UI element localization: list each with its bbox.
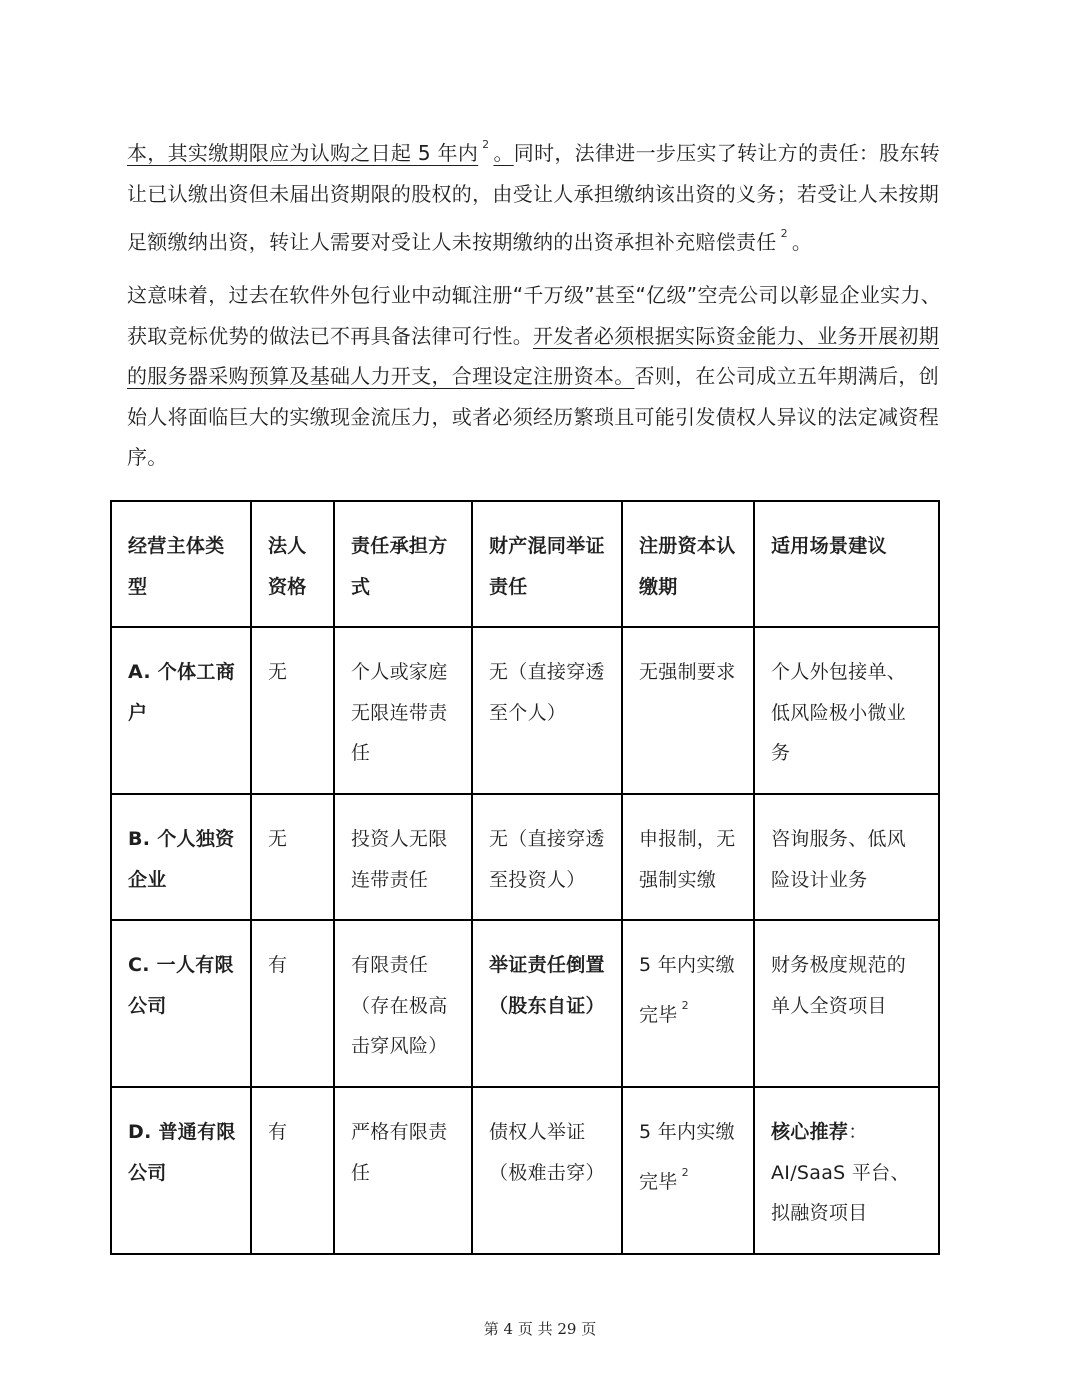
capital-period-cell: 5 年内实缴完毕 $^2$ xyxy=(622,920,754,1087)
header-cell: 适用场景建议 xyxy=(754,501,939,627)
header-cell: 注册资本认缴期 xyxy=(622,501,754,627)
capital-period-cell: 申报制，无强制实缴 xyxy=(622,794,754,920)
table-row xyxy=(111,1087,939,1254)
recommend-label: 核心推荐 xyxy=(771,1121,849,1143)
scenario-cell: 核心推荐：AI/SaaS 平台、拟融资项目 xyxy=(754,1087,939,1254)
footnote-ref[interactable]: 2 xyxy=(482,138,490,151)
underlined-text: 开发者必须根据实际资金能力、业务开展初期的服务器采购预算及基础人力开支，合理设定注册资本。 xyxy=(127,323,939,388)
body-text: 否则，在公司成立五年期满后，创始人将面临巨大的实缴现金流压力，或者必须经历繁琐且可能引发债权人异议的法定减资程序。 xyxy=(127,364,939,469)
footnote-ref[interactable]: 2 xyxy=(681,998,689,1012)
footnote-ref[interactable]: 2 xyxy=(780,227,788,240)
liability-cell: 严格有限责任 xyxy=(334,1087,472,1254)
entity-type-cell: D. 普通有限公司 xyxy=(111,1087,251,1254)
entity-type-cell: A. 个体工商户 xyxy=(111,627,251,794)
footnote-ref[interactable]: 2 xyxy=(681,1165,689,1179)
liability-cell: 个人或家庭无限连带责任 xyxy=(334,627,472,794)
legal-person-cell: 无 xyxy=(251,794,334,920)
body-text: 同时，法律进一步压实了转让方的责任：股东转让已认缴出资但未届出资期限的股权的，由受让人承担缴纳该出资的义务；若受让人未按期足额缴纳出资，转让人需要对受让人未按期缴纳的出资承担补充赔偿责任 xyxy=(127,141,941,254)
legal-person-cell: 无 xyxy=(251,627,334,794)
liability-cell: 投资人无限连带责任 xyxy=(334,794,472,920)
liability-cell: 有限责任 （存在极高击穿风险） xyxy=(334,920,472,1087)
table-header-row xyxy=(111,501,939,627)
scenario-cell: 咨询服务、低风险设计业务 xyxy=(754,794,939,920)
proof-burden-cell: 债权人举证 （极难击穿） xyxy=(472,1087,622,1254)
legal-person-cell: 有 xyxy=(251,1087,334,1254)
paragraph-implications xyxy=(127,275,957,478)
scenario-cell: 财务极度规范的单人全资项目 xyxy=(754,920,939,1087)
proof-burden-cell: 无（直接穿透至投资人） xyxy=(472,794,622,920)
capital-period-cell: 无强制要求 xyxy=(622,627,754,794)
scenario-cell: 个人外包接单、低风险极小微业务 xyxy=(754,627,939,794)
underlined-text: 本，其实缴期限应为认购之日起 5 年内 xyxy=(127,141,479,165)
entity-comparison-table xyxy=(110,500,940,1255)
header-cell: 法人资格 xyxy=(251,501,334,627)
table-row xyxy=(111,794,939,920)
underlined-text: 。 xyxy=(493,141,514,165)
entity-type-cell: C. 一人有限公司 xyxy=(111,920,251,1087)
capital-period-cell: 5 年内实缴完毕 $^2$ xyxy=(622,1087,754,1254)
body-text: 。 xyxy=(791,230,813,254)
proof-burden-cell: 无（直接穿透至个人） xyxy=(472,627,622,794)
table-row xyxy=(111,920,939,1087)
entity-type-cell: B. 个人独资企业 xyxy=(111,794,251,920)
header-cell: 责任承担方式 xyxy=(334,501,472,627)
table-row xyxy=(111,627,939,794)
page-number-footer: 第 4 页 共 29 页 xyxy=(483,1320,597,1338)
header-cell: 经营主体类型 xyxy=(111,501,251,627)
body-text: 这意味着，过去在软件外包行业中动辄注册“千万级”甚至“亿级”空壳公司以彰显企业实力、获取竞标优势的做法已不再具备法律可行性。 xyxy=(127,283,942,348)
paragraph-capital-deadline xyxy=(127,125,957,263)
legal-person-cell: 有 xyxy=(251,920,334,1087)
proof-burden-cell: 举证责任倒置（股东自证） xyxy=(472,920,622,1087)
header-cell: 财产混同举证责任 xyxy=(472,501,622,627)
